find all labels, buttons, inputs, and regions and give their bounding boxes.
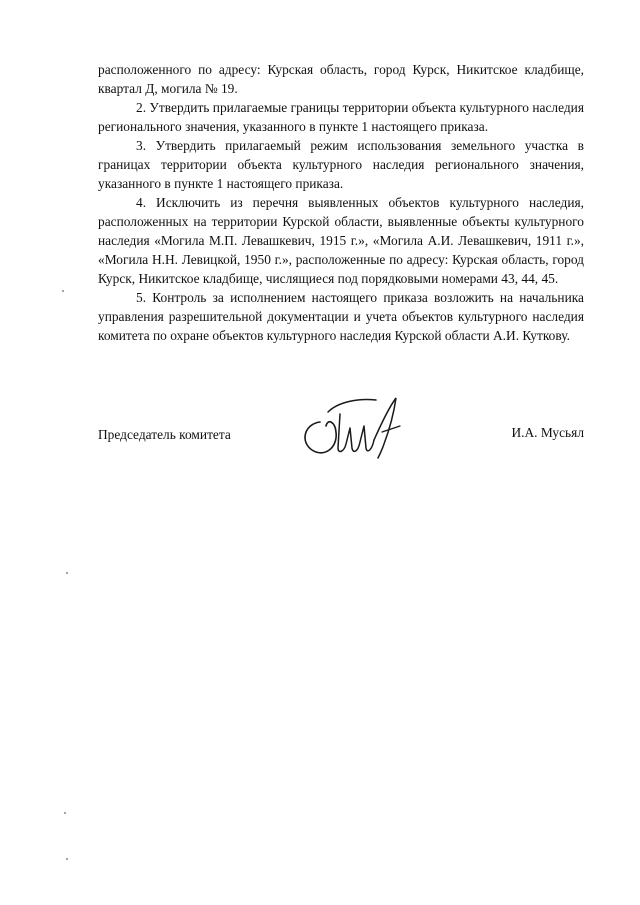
scan-speck [62,290,64,292]
paragraph-item-2: 2. Утвердить прилагаемые границы территории объекта культурного наследия регионального значения, указанного в пункте 1 настоящего приказа. [98,100,584,134]
paragraph-item-5: 5. Контроль за исполнением настоящего приказа возложить на начальника управления разрешительной документации и учета объектов культурного наследия комитета по охране объектов культурного наследия Курской области А.И. Куткову. [98,290,584,343]
scan-speck [66,572,68,574]
handwritten-signature [298,392,408,467]
signature-block [98,392,584,472]
paragraph-item-3: 3. Утвердить прилагаемый режим использования земельного участка в границах территории объекта культурного наследия регионального значения, указанного в пункте 1 настоящего приказа. [98,138,584,191]
signatory-title: Председатель комитета [98,427,231,442]
paragraph-continuation: расположенного по адресу: Курская область, город Курск, Никитское кладбище, квартал Д, могила № 19. [98,62,584,96]
scan-speck [66,858,68,860]
document-body [98,60,584,345]
paragraph-item-4: 4. Исключить из перечня выявленных объектов культурного наследия, расположенных на территории Курской области, выявленные объекты культурного наследия «Могила М.П. Левашкевич, 1915 г.», «Могила А.И. Левашкевич, 1911 г.», «Могила Н.Н. Левицкой, 1950 г.», расположенные по адресу: Курская область, город Курск, Никитское кладбище, числящиеся под порядковыми номерами 43, 44, 45. [98,195,584,286]
scan-speck [64,812,66,814]
signatory-name: И.А. Мусьял [511,425,584,440]
